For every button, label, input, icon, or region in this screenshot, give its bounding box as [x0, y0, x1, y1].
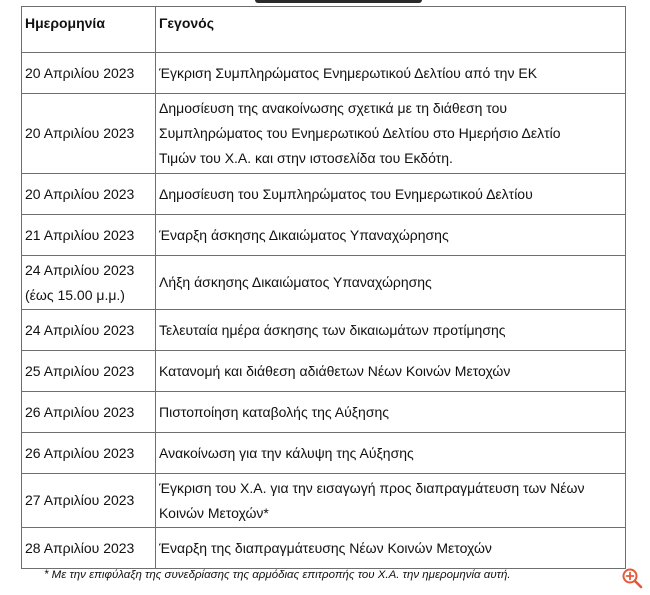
- table-row: [22, 392, 626, 433]
- event-cell-line: Κατανομή και διάθεση αδιάθετων Νέων Κοινών Μετοχών: [159, 362, 511, 379]
- date-cell: [22, 310, 156, 351]
- table-row: [22, 351, 626, 392]
- event-cell-line: Έναρξη άσκησης Δικαιώματος Υπαναχώρησης: [159, 226, 449, 243]
- date-cell-line: 20 Απριλίου 2023: [25, 185, 135, 202]
- event-cell: [156, 94, 626, 174]
- header-event: Γεγονός: [156, 7, 626, 53]
- event-cell-line: Τιμών του Χ.Α. και στην ιστοσελίδα του Εκδότη.: [159, 150, 453, 166]
- table-row: [22, 94, 626, 174]
- schedule-table: [21, 6, 626, 569]
- date-cell: [22, 351, 156, 392]
- date-cell-line: 21 Απριλίου 2023: [25, 226, 135, 243]
- table-row: [22, 53, 626, 94]
- event-cell: [156, 174, 626, 215]
- event-cell: [156, 256, 626, 310]
- date-cell-line: 20 Απριλίου 2023: [25, 125, 135, 141]
- event-cell: [156, 351, 626, 392]
- date-cell-line: 27 Απριλίου 2023: [25, 492, 135, 508]
- footnote: * Με την επιφύλαξη της συνεδρίασης της αρμόδιας επιτροπής του Χ.Α. την ημερομηνία αυτή.: [44, 569, 511, 581]
- event-cell: [156, 53, 626, 94]
- event-cell: [156, 310, 626, 351]
- event-cell-line: Έγκριση του Χ.Α. για την εισαγωγή προς διαπραγμάτευση των Νέων: [159, 479, 585, 496]
- event-cell-line: Κοινών Μετοχών*: [159, 504, 269, 521]
- date-cell: [22, 215, 156, 256]
- event-cell: [156, 433, 626, 474]
- table-row: [22, 433, 626, 474]
- zoom-in-icon[interactable]: [621, 567, 643, 589]
- event-cell-line: Ανακοίνωση για την κάλυψη της Αύξησης: [159, 444, 414, 461]
- date-cell-line: 26 Απριλίου 2023: [25, 444, 135, 461]
- date-cell: [22, 433, 156, 474]
- event-cell: [156, 474, 626, 528]
- event-cell-line: Δημοσίευση της ανακοίνωσης σχετικά με τη διάθεση του: [159, 100, 508, 116]
- header-date: Ημερομηνία: [22, 7, 156, 53]
- table-row: [22, 215, 626, 256]
- table-row: [22, 174, 626, 215]
- date-cell-line: 20 Απριλίου 2023: [25, 64, 135, 81]
- event-cell-line: Δημοσίευση του Συμπληρώματος του Ενημερωτικού Δελτίου: [159, 185, 533, 202]
- date-cell-line: (έως 15.00 μ.μ.): [25, 286, 125, 303]
- table-row: [22, 310, 626, 351]
- date-cell: [22, 528, 156, 569]
- date-cell-line: 24 Απριλίου 2023: [25, 261, 135, 278]
- date-cell-line: 26 Απριλίου 2023: [25, 403, 135, 420]
- event-cell: [156, 392, 626, 433]
- table-row: [22, 474, 626, 528]
- date-cell: [22, 392, 156, 433]
- table-row: [22, 528, 626, 569]
- date-cell-line: 25 Απριλίου 2023: [25, 362, 135, 379]
- top-edge-bar: [255, 0, 422, 3]
- date-cell: [22, 174, 156, 215]
- date-cell: [22, 94, 156, 174]
- event-cell-line: Έναρξη της διαπραγμάτευσης Νέων Κοινών Μετοχών: [159, 539, 492, 556]
- date-cell: [22, 474, 156, 528]
- date-cell-line: 28 Απριλίου 2023: [25, 539, 135, 556]
- event-cell: [156, 215, 626, 256]
- table-header-row: [22, 7, 626, 53]
- event-cell-line: Λήξη άσκησης Δικαιώματος Υπαναχώρησης: [159, 274, 432, 290]
- event-cell: [156, 528, 626, 569]
- event-cell-line: Πιστοποίηση καταβολής της Αύξησης: [159, 403, 389, 420]
- date-cell: [22, 53, 156, 94]
- date-cell-line: 24 Απριλίου 2023: [25, 321, 135, 338]
- table-row: [22, 256, 626, 310]
- date-cell: [22, 256, 156, 310]
- event-cell-line: Συμπληρώματος του Ενημερωτικού Δελτίου στο Ημερήσιο Δελτίο: [159, 125, 561, 141]
- event-cell-line: Έγκριση Συμπληρώματος Ενημερωτικού Δελτίου από την ΕΚ: [159, 64, 538, 81]
- event-cell-line: Τελευταία ημέρα άσκησης των δικαιωμάτων προτίμησης: [159, 321, 506, 338]
